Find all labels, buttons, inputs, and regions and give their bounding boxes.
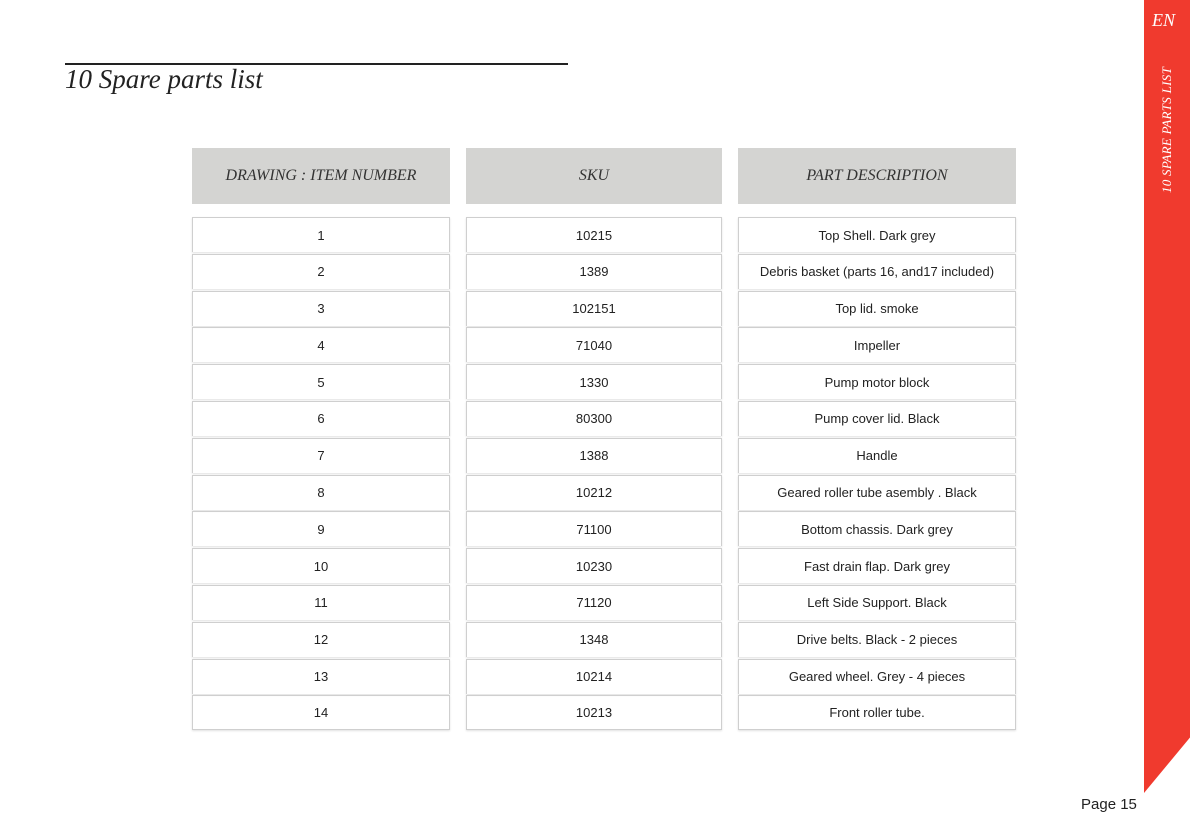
description-cell: Fast drain flap. Dark grey (738, 548, 1016, 583)
description-cell: Debris basket (parts 16, and17 included) (738, 254, 1016, 289)
description-cell: Pump motor block (738, 364, 1016, 399)
item-number-column (192, 148, 450, 730)
description-cell: Pump cover lid. Black (738, 401, 1016, 436)
sku-cell: 1389 (466, 254, 722, 289)
item-number-cell: 3 (192, 291, 450, 326)
description-cell: Left Side Support. Black (738, 585, 1016, 620)
description-cell: Top lid. smoke (738, 291, 1016, 326)
sku-header: SKU (466, 148, 722, 204)
item-number-cell: 2 (192, 254, 450, 289)
description-cell: Bottom chassis. Dark grey (738, 511, 1016, 546)
description-cells (738, 217, 1016, 730)
sku-cell: 71100 (466, 511, 722, 546)
item-number-cell: 1 (192, 217, 450, 252)
item-number-cell: 6 (192, 401, 450, 436)
item-number-cell: 9 (192, 511, 450, 546)
item-number-cell: 14 (192, 695, 450, 730)
sku-cell: 10212 (466, 475, 722, 510)
description-column (738, 148, 1016, 730)
page-title: 10 Spare parts list (65, 64, 263, 94)
item-number-cell: 7 (192, 438, 450, 473)
sku-cell: 10230 (466, 548, 722, 583)
description-cell: Geared wheel. Grey - 4 pieces (738, 659, 1016, 694)
page-number: Page 15 (1081, 796, 1137, 813)
description-cell: Geared roller tube asembly . Black (738, 475, 1016, 510)
sku-cell: 10214 (466, 659, 722, 694)
item-number-cell: 11 (192, 585, 450, 620)
description-header: PART DESCRIPTION (738, 148, 1016, 204)
item-number-cell: 8 (192, 475, 450, 510)
sku-cell: 1330 (466, 364, 722, 399)
item-number-header: DRAWING : ITEM NUMBER (192, 148, 450, 204)
sku-cell: 71120 (466, 585, 722, 620)
sku-cell: 102151 (466, 291, 722, 326)
description-cell: Top Shell. Dark grey (738, 217, 1016, 252)
item-number-cell: 12 (192, 622, 450, 657)
item-number-cell: 4 (192, 327, 450, 362)
item-number-cell: 13 (192, 659, 450, 694)
item-number-cells (192, 217, 450, 730)
sku-cells (466, 217, 722, 730)
description-cell: Impeller (738, 327, 1016, 362)
sku-cell: 71040 (466, 327, 722, 362)
sku-cell: 1388 (466, 438, 722, 473)
sku-column (466, 148, 722, 730)
sku-cell: 10213 (466, 695, 722, 730)
sku-cell: 80300 (466, 401, 722, 436)
description-cell: Drive belts. Black - 2 pieces (738, 622, 1016, 657)
sku-cell: 1348 (466, 622, 722, 657)
language-label: EN (1152, 10, 1176, 30)
sku-cell: 10215 (466, 217, 722, 252)
item-number-cell: 10 (192, 548, 450, 583)
description-cell: Handle (738, 438, 1016, 473)
description-cell: Front roller tube. (738, 695, 1016, 730)
section-tab-label: 10 SPARE PARTS LIST (1159, 66, 1174, 194)
item-number-cell: 5 (192, 364, 450, 399)
